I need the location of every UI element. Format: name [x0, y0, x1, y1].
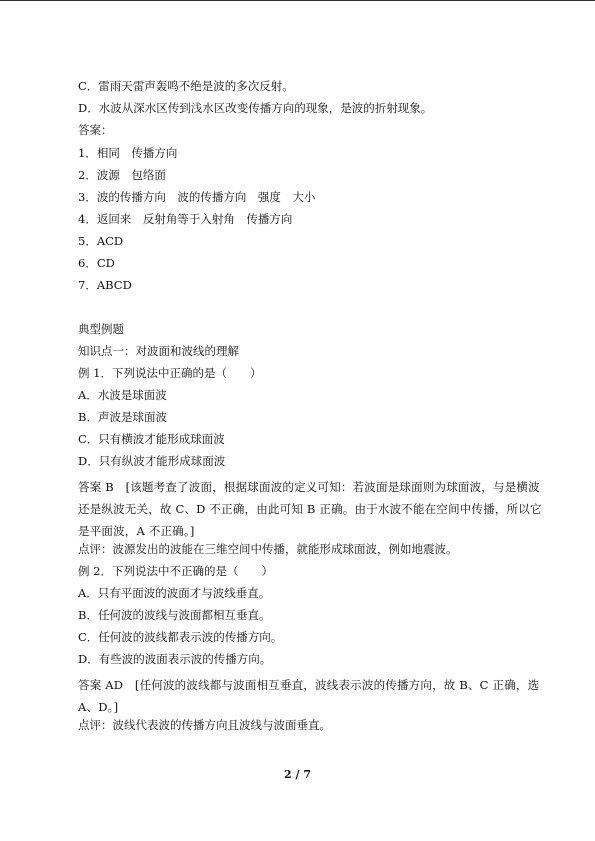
example-1-answer: 答案 B [该题考查了波面，根据球面波的定义可知：若波面是球面则为球面波，与是横波还是纵波无关，故 C、D 不正确，由此可知 B 正确。由于水波不能在空间中传播，所以它是平面波，A 不正确。] [78, 480, 542, 538]
example-1-option-a: A．水波是球面波 [78, 388, 167, 402]
example-2-option-c: C．任何波的波线都表示波的传播方向。 [78, 630, 283, 644]
answer-6: 6．CD [78, 256, 115, 270]
answer-5: 5．ACD [78, 234, 124, 248]
knowledge-point-1: 知识点一：对波面和波线的理解 [78, 344, 239, 358]
example-2-answer: 答案 AD [任何波的波线都与波面相互垂直，波线表示波的传播方向，故 B、C 正确，选 A、D。] [78, 678, 540, 714]
answer-3: 3．波的传播方向 波的传播方向 强度 大小 [78, 190, 316, 204]
example-2-option-b: B．任何波的波线与波面都相互垂直。 [78, 608, 271, 622]
example-2-question: 例 2．下列说法中不正确的是（ ） [78, 564, 273, 578]
answer-heading: 答案： [78, 123, 113, 137]
example-1-option-c: C．只有横波才能形成球面波 [78, 432, 225, 446]
example-2-option-a: A．只有平面波的波面才与波线垂直。 [78, 586, 271, 600]
example-1-comment: 点评：波源发出的波能在三维空间中传播，就能形成球面波，例如地震波。 [78, 542, 458, 556]
option-c-line: C．雷雨天雷声轰鸣不绝是波的多次反射。 [78, 79, 294, 93]
option-d-line: D．水波从深水区传到浅水区改变传播方向的现象，是波的折射现象。 [78, 101, 433, 115]
answer-7: 7．ABCD [78, 278, 132, 292]
example-1-option-d: D．只有纵波才能形成球面波 [78, 454, 226, 468]
answer-1: 1．相同 传播方向 [78, 146, 178, 160]
example-2-option-d: D．有些波的波面表示波的传播方向。 [78, 652, 272, 666]
page-number: 2 / 7 [284, 768, 311, 781]
example-1-question: 例 1．下列说法中正确的是（ ） [78, 366, 262, 380]
example-2-comment: 点评：波线代表波的传播方向且波线与波面垂直。 [78, 718, 331, 732]
answer-2: 2．波源 包络面 [78, 168, 166, 182]
example-1-option-b: B．声波是球面波 [78, 410, 167, 424]
section-title: 典型例题 [78, 322, 124, 336]
answer-4: 4．返回来 反射角等于入射角 传播方向 [78, 212, 293, 226]
